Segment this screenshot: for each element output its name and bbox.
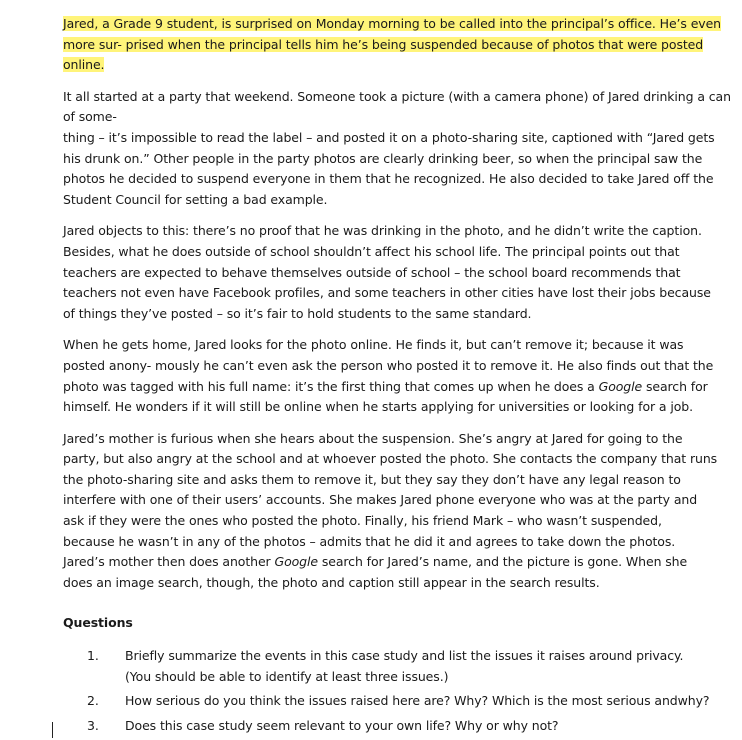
highlighted-text: Jared, a Grade 9 student, is surprised on Monday morning to be called into the principal’s office. He’s even [63, 16, 722, 31]
text-line: does an image search, though, the photo and caption still appear in the search results. [63, 574, 600, 590]
paragraph-mother [63, 429, 718, 594]
text-line: because he wasn’t in any of the photos – admits that he did it and agrees to take down the photos. [63, 533, 676, 549]
highlighted-text: more sur- prised when the principal tells him he’s being suspended because of photos that were posted [63, 36, 704, 52]
text-line: of some- [63, 109, 117, 125]
text-line: photos he decided to suspend everyone in them that he recognized. He also decided to take Jared off the [63, 171, 714, 187]
question-text: Does this case study seem relevant to your own life? Why or why not? [125, 717, 559, 733]
text-line [63, 377, 708, 398]
question-text: (You should be able to identify at least three issues.) [125, 668, 449, 684]
question-item [63, 646, 683, 687]
text-line: posted anony- mously he can’t even ask the person who posted it to remove it. He also finds out that the [63, 357, 714, 373]
question-number: 3. [87, 717, 99, 733]
emphasis-text: Google [274, 554, 318, 570]
highlighted-text: online. [63, 57, 105, 73]
question-item [63, 716, 683, 737]
paragraph-objection [63, 221, 711, 324]
text-line: Jared objects to this: there’s no proof that he was drinking in the photo, and he didn’t write the caption. [63, 223, 702, 239]
questions-list [63, 646, 710, 736]
text-line: teachers not even have Facebook profiles, and some teachers in other cities have lost their jobs because [63, 285, 711, 301]
text-line: his drunk on.” Other people in the party photos are clearly drinking beer, so when the principal saw the [63, 150, 703, 166]
questions-heading: Questions [63, 615, 133, 631]
text-line: When he gets home, Jared looks for the photo online. He finds it, but can’t remove it; because it was [63, 337, 684, 353]
text-segment: search for [642, 378, 708, 394]
text-line [63, 552, 688, 573]
question-text: Briefly summarize the events in this case study and list the issues it raises around privacy. [125, 648, 684, 664]
document-page [63, 14, 731, 740]
emphasis-text: Google [598, 378, 643, 394]
question-text: How serious do you think the issues raised here are? Why? Which is the most serious andwhy? [125, 693, 710, 709]
text-line: party, but also angry at the school and at whoever posted the photo. She contacts the company that runs [63, 451, 718, 467]
text-line: the photo-sharing site and asks them to remove it, but they say they don’t have any legal reason to [63, 471, 681, 487]
text-line: teachers are expected to behave themselves outside of school – the school board recommends that [63, 264, 681, 280]
text-line: Student Council for setting a bad example. [63, 191, 328, 207]
text-segment: Jared’s mother then does another [63, 554, 275, 570]
text-line: himself. He wonders if it will still be online when he starts applying for universities or looking for a job. [63, 399, 693, 415]
intro-paragraph [63, 14, 722, 76]
text-line: of things they’ve posted – so it’s fair to hold students to the same standard. [63, 305, 532, 321]
question-item [63, 691, 710, 712]
question-number: 2. [87, 693, 99, 709]
text-line: ask if they were the ones who posted the photo. Finally, his friend Mark – who wasn’t suspended, [63, 513, 662, 529]
text-line: thing – it’s impossible to read the label – and posted it on a photo-sharing site, captioned with “Jared gets [63, 129, 715, 145]
question-number: 1. [87, 648, 99, 664]
text-line: Jared’s mother is furious when she hears about the suspension. She’s angry at Jared for going to the [63, 430, 683, 446]
paragraph-home [63, 335, 714, 417]
text-segment: photo was tagged with his full name: it’s the first thing that comes up when he does a [63, 378, 599, 394]
text-line: It all started at a party that weekend. Someone took a picture (with a camera phone) of Jared drinking a can [63, 88, 731, 104]
text-line: interfere with one of their users’ accounts. She makes Jared phone everyone who was at the party and [63, 492, 698, 508]
paragraph-party [63, 87, 731, 211]
text-line: Besides, what he does outside of school shouldn’t affect his school life. The principal points out that [63, 243, 680, 259]
text-segment: search for Jared’s name, and the picture is gone. When she [317, 554, 688, 570]
text-cursor [52, 722, 53, 738]
